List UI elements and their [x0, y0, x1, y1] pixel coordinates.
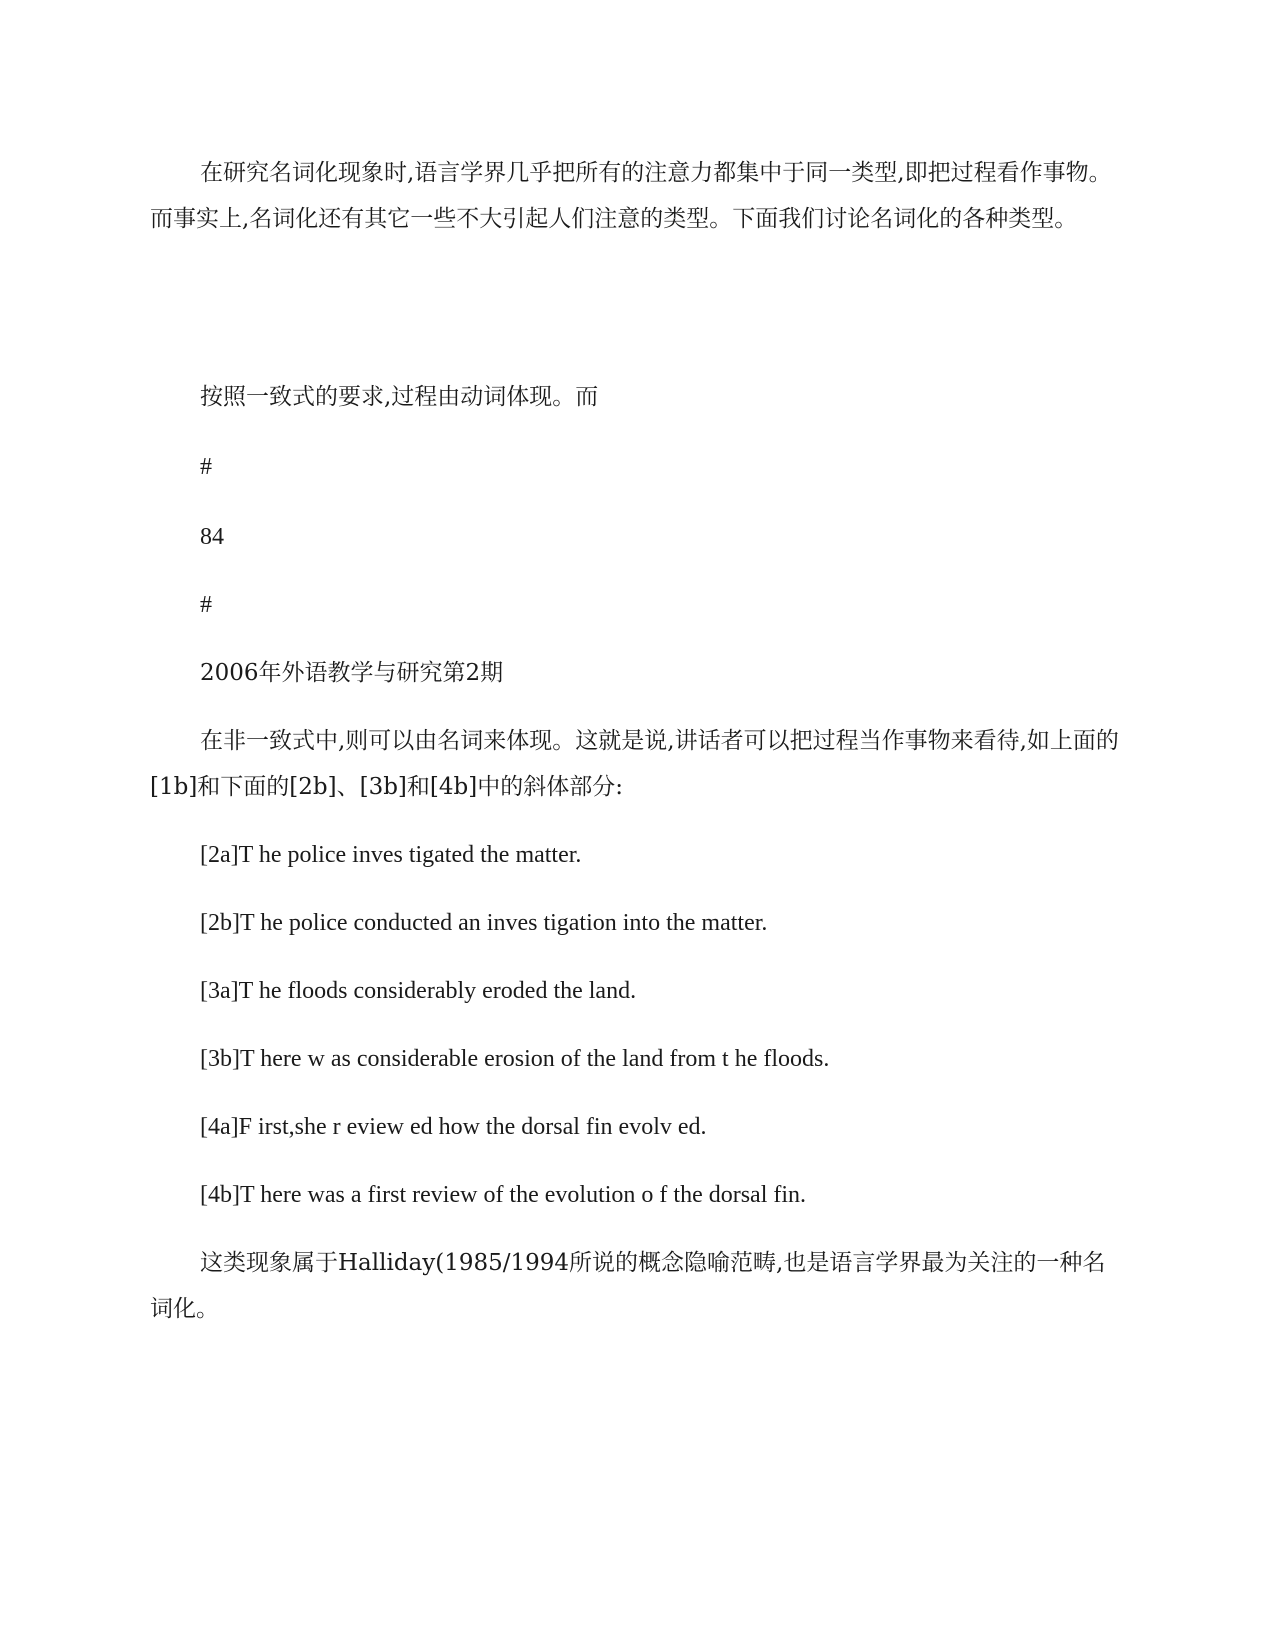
example-3a: [3a]T he floods considerably eroded the land. — [200, 978, 637, 1004]
example-4b: [4b]T here was a first review of the evolution o f the dorsal fin. — [200, 1182, 807, 1208]
paragraph-grammatical-metaphor: 这类现象属于Halliday(1985/1994所说的概念隐喻范畴,也是语言学界最为关注的一种名词化。 — [150, 1250, 1106, 1322]
paragraph-congruent-form: 按照一致式的要求,过程由动词体现。而 — [200, 384, 599, 410]
example-2a: [2a]T he police inves tigated the matter. — [200, 842, 582, 868]
example-2b: [2b]T he police conducted an inves tigation into the matter. — [200, 910, 768, 936]
paragraph-noncongruent-form: 在非一致式中,则可以由名词来体现。这就是说,讲话者可以把过程当作事物来看待,如上面的[1b]和下面的[2b]、[3b]和[4b]中的斜体部分: — [150, 728, 1119, 800]
paragraph-nominalization-intro: 在研究名词化现象时,语言学界几乎把所有的注意力都集中于同一类型,即把过程看作事物。而事实上,名词化还有其它一些不大引起人们注意的类型。下面我们讨论名词化的各种类型。 — [150, 160, 1112, 232]
example-3b: [3b]T here w as considerable erosion of the land from t he floods. — [200, 1046, 830, 1072]
page-marker-top: # — [200, 454, 212, 480]
page-number: 84 — [200, 524, 224, 550]
running-header: 2006年外语教学与研究第2期 — [200, 660, 504, 686]
page-marker-bottom: # — [200, 592, 212, 618]
example-4a: [4a]F irst,she r eview ed how the dorsal fin evolv ed. — [200, 1114, 707, 1140]
